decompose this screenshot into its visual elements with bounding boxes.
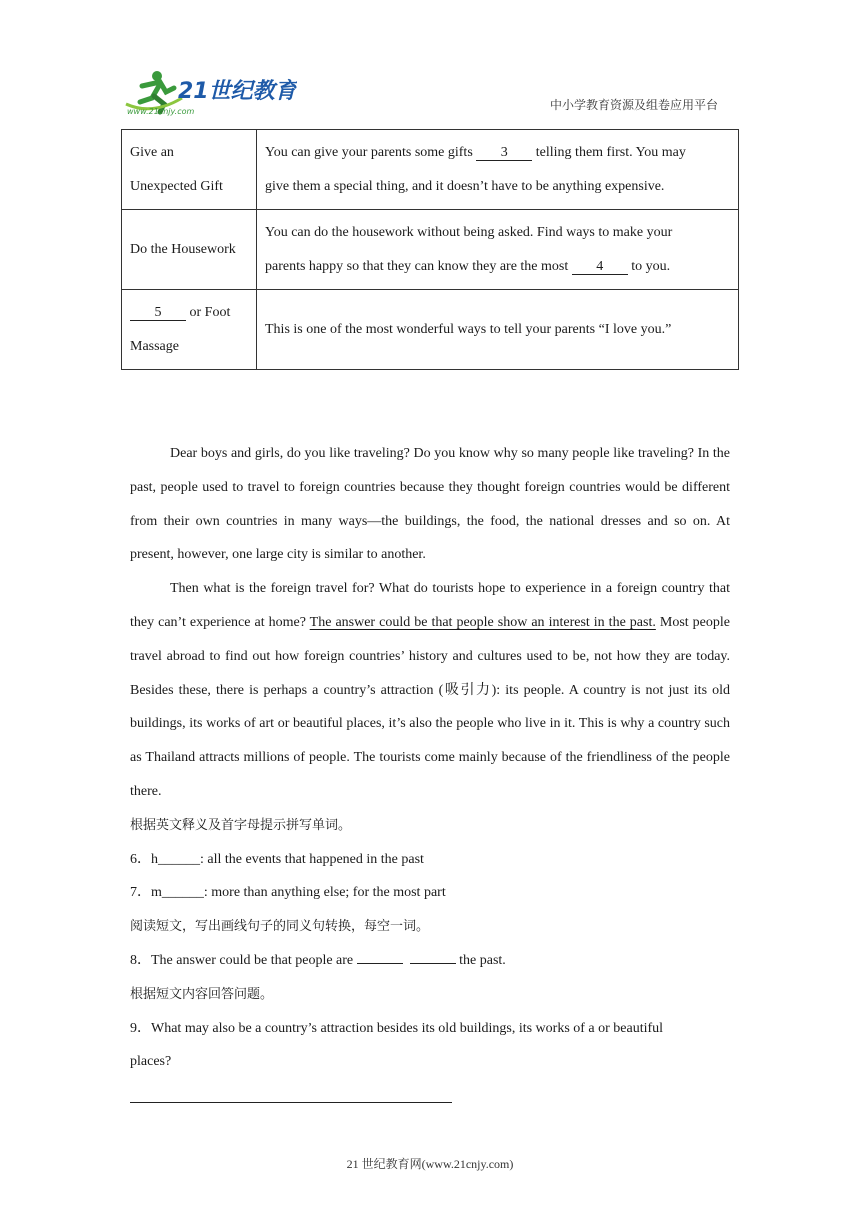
table-row bbox=[122, 130, 739, 210]
table-cell bbox=[122, 290, 257, 370]
passage-paragraph-2 bbox=[130, 572, 730, 809]
question-6: 6．h______: all the events that happened in the past bbox=[130, 851, 424, 867]
activity-table bbox=[121, 129, 739, 370]
instruction-rewrite: 阅读短文，写出画线句子的同义句转换，每空一词。 bbox=[130, 919, 430, 935]
question-9-cont: places? bbox=[130, 1054, 172, 1070]
logo-url: www.21cnjy.com bbox=[127, 107, 195, 116]
instruction-spelling: 根据英文释义及首字母提示拼写单词。 bbox=[130, 817, 352, 833]
cell-text: or Foot bbox=[186, 304, 231, 320]
page-footer: 21 世纪教育网(www.21cnjy.com) bbox=[346, 1157, 514, 1171]
question-9: 9．What may also be a country’s attraction besides its old buildings, its works of a or beautiful bbox=[130, 1020, 664, 1036]
passage-paragraph-1: Dear boys and girls, do you like traveling? Do you know why so many people like traveling? In the past, people used to travel to foreign countries because they thought foreign countries would be different from their own countries in many ways—the buildings, the food, the national dresses and so on. At present, however, one large city is similar to another. bbox=[130, 446, 730, 563]
cell-text: Massage bbox=[130, 338, 179, 354]
cell-text: Unexpected Gift bbox=[130, 178, 223, 194]
question-8 bbox=[130, 944, 730, 978]
cell-text: telling them first. You may bbox=[532, 144, 686, 160]
table-cell bbox=[257, 290, 739, 370]
instruction-answer: 根据短文内容回答问题。 bbox=[130, 986, 274, 1002]
table-row bbox=[122, 210, 739, 290]
cell-text: Give an bbox=[130, 144, 174, 160]
cell-text: You can do the housework without being asked. Find ways to make your bbox=[265, 224, 673, 240]
question-text: the past. bbox=[455, 952, 506, 968]
cell-text: You can give your parents some gifts bbox=[265, 144, 477, 160]
header-platform-text: 中小学教育资源及组卷应用平台 bbox=[550, 98, 719, 112]
cell-text: parents happy so that they can know they are the most bbox=[265, 258, 572, 274]
cell-text: Do the Housework bbox=[130, 241, 236, 257]
passage-text: Then what is the foreign travel for? What do tourists hope to experience in a foreign country that they can’t experience at home? bbox=[130, 581, 730, 630]
cell-text: give them a special thing, and it doesn’t have to be anything expensive. bbox=[265, 178, 665, 194]
table-cell bbox=[257, 210, 739, 290]
logo-text: 21世纪教育 bbox=[178, 79, 297, 104]
table-row bbox=[122, 290, 739, 370]
numbered-blank-4: 4 bbox=[572, 260, 628, 275]
cell-text: to you. bbox=[627, 258, 671, 274]
numbered-blank-5: 5 bbox=[130, 306, 186, 321]
answer-line[interactable] bbox=[130, 1102, 452, 1103]
passage-text: Most people travel abroad to find out how foreign countries’ history and cultures used to be, not how they are today. Besides these, there is perhaps a country’s attraction (吸引力): its people. A country is not just its old buildings, its works of art or beautiful places, it’s also the people who live in it. This is why a country such as Thailand attracts millions of people. The tourists come mainly because of the friendliness of the people there. bbox=[130, 614, 730, 799]
table-cell bbox=[122, 130, 257, 210]
numbered-blank-3: 3 bbox=[476, 146, 532, 161]
table-cell bbox=[257, 130, 739, 210]
underlined-sentence: The answer could be that people show an interest in the past. bbox=[309, 614, 656, 630]
site-logo bbox=[122, 68, 297, 116]
answer-blank-2[interactable] bbox=[410, 951, 456, 964]
cell-text: This is one of the most wonderful ways to tell your parents “I love you.” bbox=[265, 321, 672, 337]
passage-section bbox=[130, 437, 730, 1079]
question-text: 8．The answer could be that people are bbox=[130, 952, 357, 968]
table-cell bbox=[122, 210, 257, 290]
answer-blank-1[interactable] bbox=[357, 951, 403, 964]
question-7: 7．m______: more than anything else; for the most part bbox=[130, 885, 446, 901]
